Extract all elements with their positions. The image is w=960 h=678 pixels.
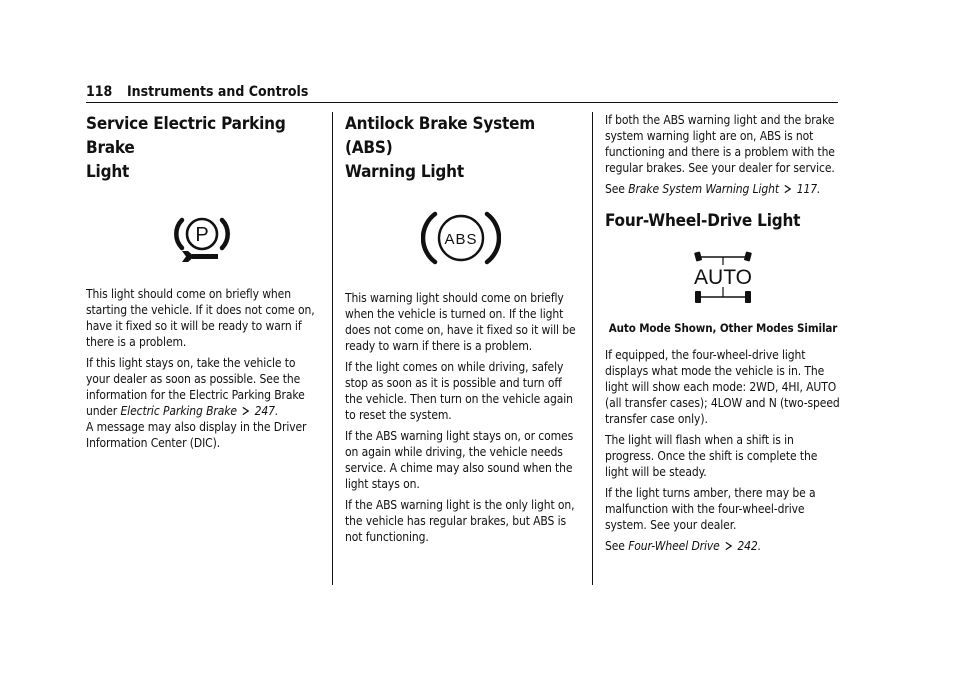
- paragraph-text: If this light stays on, take the vehicle to your dealer as soon as possible. See the information for the Electric Parking Brake under: [86, 356, 305, 418]
- ref-link[interactable]: Four-Wheel Drive: [628, 539, 720, 553]
- paragraph: This warning light should come on briefly when the vehicle is turned on. If the light does not come on, have it fixed so it will be ready to warn if there is a problem.: [345, 291, 576, 353]
- heading-line: Light: [86, 162, 130, 182]
- four-wheel-drive-auto-icon: [691, 251, 755, 305]
- heading-abs-warning: [345, 112, 577, 184]
- paragraph: If the ABS warning light is the only light on, the vehicle has regular brakes, but ABS is not functioning.: [345, 498, 575, 544]
- parking-brake-letter: P: [195, 224, 209, 246]
- page-ref-icon: [783, 184, 792, 194]
- see-reference: [605, 538, 841, 554]
- heading-service-parking-brake: [86, 112, 318, 184]
- page-number: 118: [86, 84, 113, 100]
- four-wheel-drive-icon-box: [605, 251, 841, 309]
- heading-line: Antilock Brake System (ABS): [345, 114, 536, 158]
- header-rule: [86, 102, 838, 103]
- paragraph: [86, 355, 318, 419]
- column-abs-warning: [345, 112, 577, 545]
- see-prefix: See: [605, 539, 625, 553]
- ref-page[interactable]: 117.: [796, 182, 821, 196]
- abs-icon-box: [345, 208, 577, 274]
- heading-line: Service Electric Parking Brake: [86, 114, 286, 158]
- figure-caption: Auto Mode Shown, Other Modes Similar: [608, 321, 838, 335]
- column-four-wheel-drive: [605, 112, 841, 554]
- abs-icon-text: ABS: [444, 231, 478, 248]
- page-ref-icon: [241, 406, 250, 416]
- ref-link[interactable]: Electric Parking Brake: [120, 404, 237, 418]
- heading-line: Warning Light: [345, 162, 464, 182]
- parking-brake-wrench-icon: [174, 210, 230, 266]
- paragraph: If the light turns amber, there may be a malfunction with the four-wheel-drive system. See your dealer.: [605, 486, 816, 532]
- ref-link[interactable]: Brake System Warning Light: [628, 182, 780, 196]
- column-divider: [592, 112, 593, 585]
- see-prefix: See: [605, 182, 625, 196]
- column-divider: [332, 112, 333, 585]
- paragraph: The light will flash when a shift is in progress. Once the shift is complete the light will be steady.: [605, 433, 818, 479]
- page-ref-icon: [724, 541, 733, 551]
- heading-four-wheel-drive: Four-Wheel-Drive Light: [605, 211, 801, 231]
- parking-brake-icon-box: [86, 210, 318, 270]
- paragraph: If the ABS warning light stays on, or comes on again while driving, the vehicle needs service. A chime may also sound when the light stays on.: [345, 429, 574, 491]
- four-wheel-drive-icon-text: AUTO: [694, 266, 752, 289]
- see-reference: [605, 181, 841, 197]
- column-service-parking-brake: [86, 112, 318, 451]
- section-title: Instruments and Controls: [127, 84, 309, 100]
- ref-page[interactable]: 247.: [254, 404, 279, 418]
- paragraph: A message may also display in the Driver Information Center (DIC).: [86, 420, 307, 450]
- paragraph: This light should come on briefly when starting the vehicle. If it does not come on, have it fixed so it will be ready to warn if there is a problem.: [86, 287, 315, 349]
- paragraph: If the light comes on while driving, safely stop as soon as it is possible and turn off the vehicle. Then turn on the vehicle again to reset the system.: [345, 360, 573, 422]
- paragraph: If equipped, the four-wheel-drive light displays what mode the vehicle is in. The light will show each mode: 2WD, 4HI, AUTO (all transfer cases); 4LOW and N (two-speed transfer case only).: [605, 348, 840, 426]
- abs-warning-icon: [421, 208, 501, 268]
- ref-page[interactable]: 242.: [737, 539, 762, 553]
- paragraph: If both the ABS warning light and the brake system warning light are on, ABS is not functioning and there is a problem with the regular brakes. See your dealer for service.: [605, 113, 835, 175]
